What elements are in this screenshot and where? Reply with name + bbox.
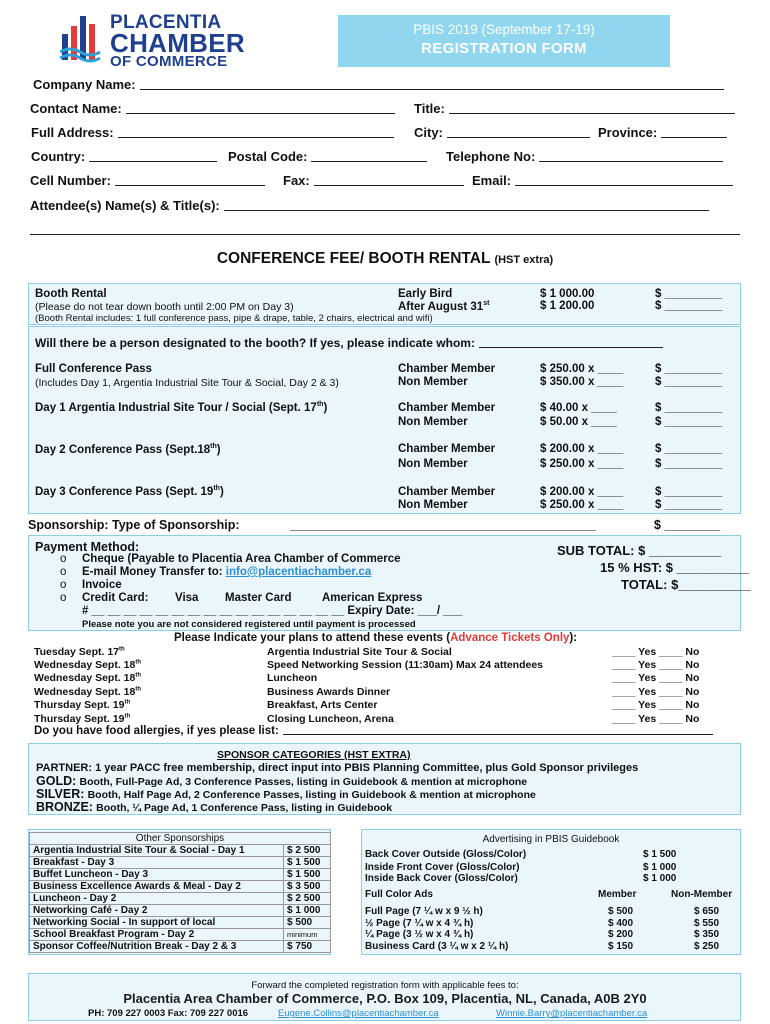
address-field[interactable] [31, 125, 394, 140]
pass-nonmember-total[interactable]: $ _________ [655, 376, 723, 388]
ad-nonmember-price: $ 350 [694, 929, 720, 940]
ad-size-name: Business Card (3 ¼ w x 2 ¼ h) [365, 941, 509, 952]
chamber-logo [60, 12, 270, 68]
etransfer-option[interactable]: E-mail Money Transfer to: info@placentiachamber.ca [82, 566, 372, 578]
invoice-option[interactable]: Invoice [82, 579, 122, 591]
event-name: Breakfast, Arts Center [267, 699, 378, 711]
email-label: Email: [472, 173, 512, 188]
other-sponsorships-table [29, 832, 331, 953]
payment-method-label: Payment Method: [35, 540, 140, 554]
allergies-field[interactable] [34, 725, 713, 737]
after-aug-label: After August 31st [398, 300, 490, 313]
pass-nonmember-label: Non Member [398, 499, 468, 511]
event-day: Wednesday Sept. 18th [34, 672, 142, 684]
contact-label: Contact Name: [30, 101, 122, 116]
title-label: Title: [414, 101, 445, 116]
fax-field[interactable] [283, 173, 464, 188]
event-name: Business Awards Dinner [267, 686, 391, 698]
pass-member-label: Chamber Member [398, 402, 496, 414]
hst-note: (HST extra) [494, 254, 554, 266]
pass-nonmember-total[interactable]: $ _________ [655, 499, 723, 511]
booth-early-total[interactable]: $ _________ [655, 288, 723, 300]
early-bird-label: Early Bird [398, 288, 453, 300]
events-heading: Please Indicate your plans to attend these events (Advance Tickets Only): [174, 632, 578, 644]
event-name: Closing Luncheon, Arena [267, 713, 394, 725]
ad-size-name: ½ Page (7 ¼ w x 4 ¾ h) [365, 918, 474, 929]
info-email-link[interactable]: info@placentiachamber.ca [225, 566, 372, 578]
event-rsvp[interactable]: ____ Yes ____ No [612, 713, 700, 725]
postal-label: Postal Code: [228, 149, 308, 164]
telephone-label: Telephone No: [446, 149, 536, 164]
event-rsvp[interactable]: ____ Yes ____ No [612, 699, 700, 711]
table-row[interactable]: Breakfast - Day 3 $ 1 500 [30, 857, 331, 869]
pass-nonmember-label: Non Member [398, 376, 468, 388]
event-day: Thursday Sept. 19th [34, 713, 131, 725]
cover-ad-price: $ 1 500 [643, 849, 677, 860]
postal-code-field[interactable] [228, 149, 427, 164]
table-row[interactable]: Networking Social - In support of local $ 500 [30, 917, 331, 929]
city-field[interactable] [414, 125, 590, 140]
pass-nonmember-total[interactable]: $ _________ [655, 416, 723, 428]
designated-person-field[interactable] [35, 336, 663, 350]
event-name: Luncheon [267, 672, 318, 684]
pass-name: Day 1 Argentia Industrial Site Tour / Social (Sept. 17th) [35, 401, 328, 414]
pass-nonmember-price[interactable]: $ 250.00 x ____ [540, 458, 624, 470]
cover-ad-name: Inside Front Cover (Gloss/Color) [365, 862, 520, 873]
pass-member-label: Chamber Member [398, 443, 496, 455]
event-day: Wednesday Sept. 18th [34, 659, 142, 671]
payment-note: Please note you are not considered registered until payment is processed [82, 619, 416, 630]
visa-option[interactable]: Visa [175, 592, 199, 604]
table-row[interactable]: Sponsor Coffee/Nutrition Break - Day 2 & 3 $ 750 [30, 941, 331, 953]
cover-ad-price: $ 1 000 [643, 862, 677, 873]
table-row[interactable]: Business Excellence Awards & Meal - Day 2 $ 3 500 [30, 881, 331, 893]
pass-member-total[interactable]: $ _________ [655, 402, 723, 414]
ad-nonmember-price: $ 550 [694, 918, 720, 929]
event-rsvp[interactable]: ____ Yes ____ No [612, 686, 700, 698]
sponsor-categories-heading: SPONSOR CATEGORIES (HST EXTRA) [217, 749, 411, 761]
event-rsvp[interactable]: ____ Yes ____ No [612, 672, 700, 684]
table-row[interactable]: Luncheon - Day 2 $ 2 500 [30, 893, 331, 905]
nonmember-col-heading: Non-Member [671, 889, 733, 900]
winnie-email-link[interactable]: Winnie.Barry@placentiachamber.ca [496, 1008, 648, 1019]
other-sponsorships-heading: Other Sponsorships [30, 833, 331, 845]
event-day: Tuesday Sept. 17th [34, 646, 125, 658]
event-rsvp[interactable]: ____ Yes ____ No [612, 659, 700, 671]
province-field[interactable] [598, 125, 727, 140]
pass-member-price[interactable]: $ 250.00 x ____ [540, 363, 624, 375]
ad-nonmember-price: $ 250 [694, 941, 720, 952]
pass-name: Full Conference Pass [35, 363, 152, 375]
event-title: PBIS 2019 (September 17-19) [413, 22, 595, 37]
cover-ad-price: $ 1 000 [643, 873, 677, 884]
radio-icon[interactable]: o [60, 553, 67, 565]
province-label: Province: [598, 125, 658, 140]
conference-heading: CONFERENCE FEE/ BOOTH RENTAL (HST extra) [216, 250, 554, 267]
bronze-level: BRONZE: Booth, ¼ Page Ad, 1 Conference Pass, listing in Guidebook [36, 800, 393, 814]
pass-sub: (Includes Day 1, Argentia Industrial Site Tour & Social, Day 2 & 3) [35, 377, 339, 389]
full-color-heading: Full Color Ads [365, 889, 433, 900]
pass-member-total[interactable]: $ _________ [655, 363, 723, 375]
logo-text-chamber: CHAMBER [110, 28, 245, 58]
gold-level: GOLD: Booth, Full-Page Ad, 3 Conference Passes, listing in Guidebook & mention at microphone [36, 774, 528, 788]
contact-name-field[interactable] [30, 101, 395, 116]
event-day: Wednesday Sept. 18th [34, 686, 142, 698]
cell-field[interactable] [30, 173, 265, 188]
amex-option[interactable]: American Express [322, 592, 423, 604]
pass-member-price[interactable]: $ 200.00 x ____ [540, 486, 624, 498]
radio-icon[interactable]: o [60, 566, 67, 578]
eugene-email-link[interactable]: Eugene.Collins@placentiachamber.ca [278, 1008, 439, 1019]
ad-nonmember-price: $ 650 [694, 906, 720, 917]
attendees-label: Attendee(s) Name(s) & Title(s): [30, 198, 220, 213]
email-field[interactable] [472, 173, 733, 188]
ad-member-price: $ 150 [608, 941, 634, 952]
pass-member-total[interactable]: $ _________ [655, 486, 723, 498]
cover-ad-name: Back Cover Outside (Gloss/Color) [365, 849, 527, 860]
cover-ad-name: Inside Back Cover (Gloss/Color) [365, 873, 518, 884]
pass-name: Day 3 Conference Pass (Sept. 19th) [35, 485, 224, 498]
mailing-address: Placentia Area Chamber of Commerce, P.O. Box 109, Placentia, NL, Canada, A0B 2Y0 [123, 991, 647, 1006]
subtotal-field[interactable]: SUB TOTAL: $ __________ [557, 543, 722, 558]
event-name: Speed Networking Session (11:30am) Max 24 attendees [267, 659, 544, 671]
radio-icon[interactable]: o [60, 579, 67, 591]
attendees-field[interactable] [30, 198, 709, 213]
title-banner [338, 15, 670, 67]
ad-member-price: $ 200 [608, 929, 634, 940]
pass-nonmember-price[interactable]: $ 50.00 x ____ [540, 416, 617, 428]
mastercard-option[interactable]: Master Card [225, 592, 292, 604]
booth-after-total[interactable]: $ _________ [655, 300, 723, 312]
event-rsvp[interactable]: ____ Yes ____ No [612, 646, 700, 658]
event-day: Thursday Sept. 19th [34, 699, 131, 711]
table-row[interactable]: Buffet Luncheon - Day 3 $ 1 500 [30, 869, 331, 881]
pass-member-price[interactable]: $ 40.00 x ____ [540, 402, 617, 414]
early-bird-price: $ 1 000.00 [540, 288, 595, 300]
radio-icon[interactable]: o [60, 592, 67, 604]
pass-member-total[interactable]: $ _________ [655, 443, 723, 455]
ad-member-price: $ 500 [608, 906, 634, 917]
forward-note: Forward the completed registration form with applicable fees to: [251, 980, 519, 991]
pass-nonmember-label: Non Member [398, 458, 468, 470]
phone-fax: PH: 709 227 0003 Fax: 709 227 0016 [88, 1008, 249, 1019]
country-field[interactable] [31, 149, 217, 164]
advance-tickets-note: Advance Tickets Only [450, 632, 570, 644]
pass-nonmember-label: Non Member [398, 416, 468, 428]
pass-name: Day 2 Conference Pass (Sept.18th) [35, 443, 221, 456]
logo-text-placentia: PLACENTIA [110, 12, 222, 33]
cheque-option[interactable]: Cheque (Payable to Placentia Area Chamber of Commerce [82, 553, 401, 565]
pass-member-label: Chamber Member [398, 363, 496, 375]
member-col-heading: Member [598, 889, 637, 900]
table-row[interactable]: Networking Café - Day 2 $ 1 000 [30, 905, 331, 917]
card-number-field[interactable]: # __ __ __ __ __ __ __ __ __ __ __ __ __ __ __ __ Expiry Date: ___/ ___ [82, 605, 463, 617]
ad-size-name: Full Page (7 ¼ w x 9 ½ h) [365, 906, 483, 917]
hst-field[interactable]: 15 % HST: $ __________ [600, 560, 749, 575]
table-row[interactable]: School Breakfast Program - Day 2 minimum [30, 929, 331, 941]
address-label: Full Address: [31, 125, 114, 140]
pass-member-label: Chamber Member [398, 486, 496, 498]
telephone-field[interactable] [446, 149, 723, 164]
designated-label: Will there be a person designated to the booth? If yes, please indicate whom: [35, 336, 475, 350]
partner-level: PARTNER: 1 year PACC free membership, direct input into PBIS Planning Committee, plus Gold Sponsor privileges [36, 762, 639, 774]
credit-card-option[interactable]: Credit Card: [82, 592, 149, 604]
sponsorship-amount[interactable]: $ ________ [654, 518, 721, 532]
allergies-label: Do you have food allergies, if yes please list: [34, 725, 279, 737]
fax-label: Fax: [283, 173, 310, 188]
silver-level: SILVER: Booth, Half Page Ad, 2 Conference Passes, listing in Guidebook & mention at microphone [36, 787, 536, 801]
pass-nonmember-price[interactable]: $ 250.00 x ____ [540, 499, 624, 511]
ad-size-name: ¼ Page (3 ½ w x 4 ¾ h) [365, 929, 474, 940]
booth-note: (Please do not tear down booth until 2:00 PM on Day 3) [35, 301, 294, 313]
country-label: Country: [31, 149, 86, 164]
company-label: Company Name: [33, 77, 136, 92]
sponsorship-type-input[interactable]: ____________________________________________ [290, 518, 596, 532]
after-aug-price: $ 1 200.00 [540, 300, 595, 312]
logo-text-commerce: OF COMMERCE [110, 53, 228, 70]
advertising-heading: Advertising in PBIS Guidebook [482, 834, 620, 845]
event-name: Argentia Industrial Site Tour & Social [267, 646, 452, 658]
form-title: REGISTRATION FORM [421, 40, 587, 57]
sponsorship-type-label: Sponsorship: Type of Sponsorship: [28, 518, 240, 532]
pass-member-price[interactable]: $ 200.00 x ____ [540, 443, 624, 455]
pass-nonmember-total[interactable]: $ _________ [655, 458, 723, 470]
cell-label: Cell Number: [30, 173, 111, 188]
ad-member-price: $ 400 [608, 918, 634, 929]
booth-label: Booth Rental [35, 288, 107, 300]
logo-bars-icon [60, 12, 102, 64]
company-name-field[interactable] [33, 77, 724, 92]
table-row[interactable]: Argentia Industrial Site Tour & Social - Day 1 $ 2 500 [30, 845, 331, 857]
attendees-extra-line[interactable] [30, 234, 740, 235]
pass-nonmember-price[interactable]: $ 350.00 x ____ [540, 376, 624, 388]
title-field[interactable] [414, 101, 735, 116]
booth-includes: (Booth Rental includes: 1 full conference pass, pipe & drape, table, 2 chairs, electrical and wifi) [35, 313, 433, 324]
city-label: City: [414, 125, 443, 140]
total-field[interactable]: TOTAL: $__________ [621, 577, 751, 592]
